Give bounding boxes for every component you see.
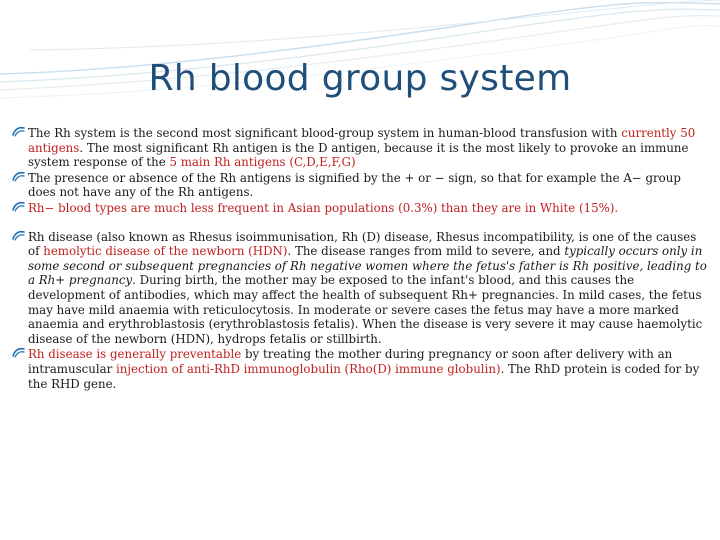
- bullet-text-segment: . The most significant Rh antigen is the D antigen, because it is the most likely to provoke an immune system response of the: [28, 140, 689, 170]
- bullet-item: [12, 230, 710, 347]
- bullet-text-segment: typically occurs only in some second or subsequent pregnancies of Rh negative women where the fetus's father is Rh positive, leading to a Rh+ pregnancy: [28, 244, 707, 288]
- bullet-text-segment: Rh disease (also known as Rhesus isoimmunisation, Rh (D) disease, Rhesus incompatibility, is one of the causes of: [28, 229, 697, 259]
- bullet-text-segment: Rh− blood types are much less frequent in Asian populations (0.3%) than they are in White (15%).: [28, 200, 619, 215]
- bullet-text-segment: by treating the mother during pregnancy or soon after delivery with an intramuscular: [28, 347, 673, 376]
- bullet-text-segment: . During birth, the mother may be exposed to the infant's blood, and this causes the development of antibodies, which may affect the health of subsequent Rh+ pregnancies. In mild cases, the fetus may have mild anaemia with reticulocytosis. In moderate or severe cases the fetus may have a more marked anaemia and erythroblastosis (erythroblastosis fetalis). When the disease is very severe it may cause haemolytic disease of the newborn (HDN), hydrops fetalis or stillbirth.: [28, 273, 703, 346]
- bullet-text-segment: . The RhD protein is coded for by the RHD gene.: [28, 361, 700, 391]
- bullet-icon: [12, 201, 26, 215]
- bullet-icon: [12, 230, 26, 244]
- bullet-item: [12, 201, 710, 216]
- bullet-icon: [12, 126, 26, 140]
- bullet-text-segment: . The disease ranges from mild to severe, and: [287, 244, 565, 259]
- bullet-text-segment: 5 main Rh antigens (C,D,E,F,G): [169, 155, 356, 170]
- bullet-icon: [12, 347, 26, 361]
- bullet-text-segment: currently 50 antigens: [28, 126, 696, 155]
- slide-title: Rh blood group system: [148, 58, 572, 99]
- bullet-item: [12, 171, 710, 200]
- bullet-item: [12, 347, 710, 391]
- bullet-text-segment: hemolytic disease of the newborn (HDN): [43, 244, 288, 259]
- bullet-text-segment: injection of anti-RhD immunoglobulin (Rho(D) immune globulin): [116, 361, 501, 376]
- bullet-text-segment: The presence or absence of the Rh antigens is signified by the + or − sign, so that for example the A− group does not have any of the Rh antigens.: [28, 170, 681, 200]
- bullet-text-segment: Rh disease is generally preventable: [28, 347, 242, 362]
- bullet-item: [12, 126, 710, 170]
- bullet-icon: [12, 171, 26, 185]
- bullet-list: [12, 126, 710, 392]
- bullet-text-segment: The Rh system is the second most significant blood-group system in human-blood transfusion with: [28, 126, 622, 140]
